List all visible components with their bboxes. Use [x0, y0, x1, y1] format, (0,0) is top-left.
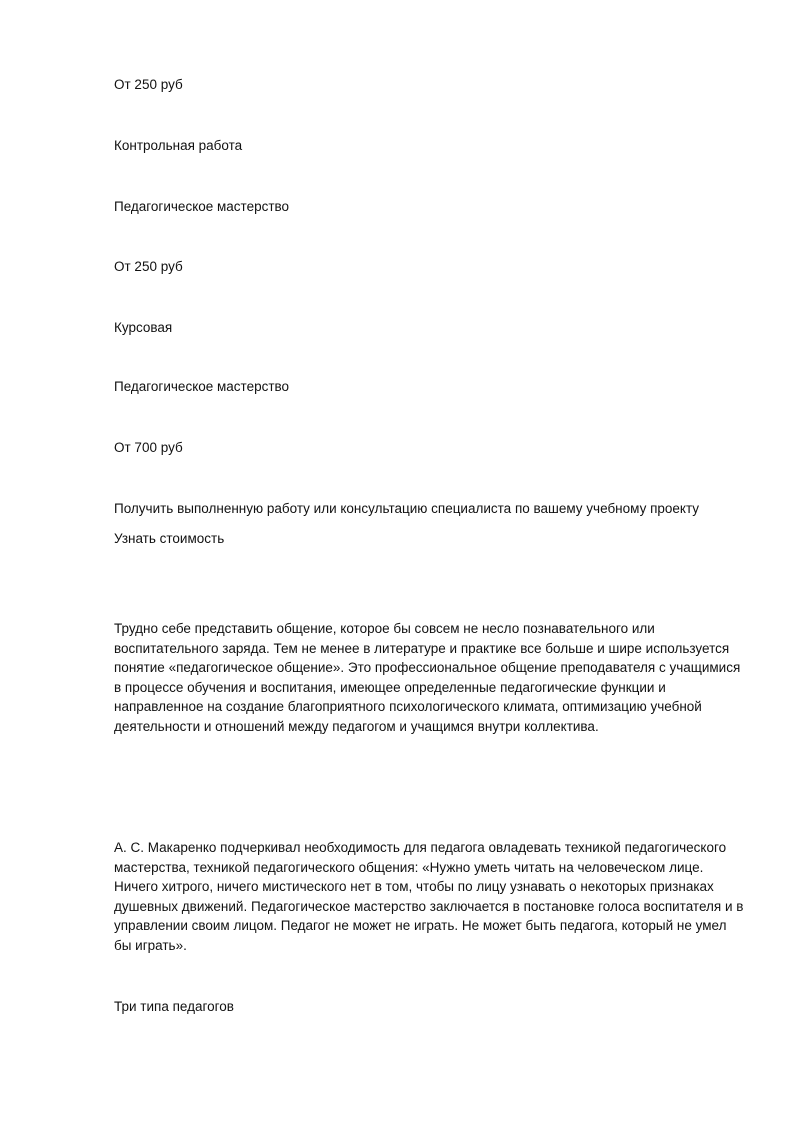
body-paragraph: Трудно себе представить общение, которое бы совсем не несло познавательного или воспитательного заряда. Тем не менее в литературе и практике все больше и шире используется понятие «педагогическое общение». Это профессиональное общение преподавателя с учащимися в процессе обучения и воспитания, имеющее определенные педагогические функции и направленное на создание благоприятного психологического климата, оптимизацию учебной деятельности и отношений между педагогом и учащимся внутри коллектива. [114, 621, 741, 734]
get-price-link[interactable]: Узнать стоимость [114, 531, 225, 546]
section-heading: Три типа педагогов [114, 999, 234, 1014]
price-text: От 250 руб [114, 77, 183, 92]
subject-text: Педагогическое мастерство [114, 199, 290, 214]
subject-text: Педагогическое мастерство [114, 379, 290, 394]
work-type-text: Контрольная работа [114, 138, 243, 153]
price-text: От 250 руб [114, 259, 183, 274]
work-type-text: Курсовая [114, 320, 173, 335]
body-paragraph: А. С. Макаренко подчеркивал необходимость для педагога овладевать техникой педагогического мастерства, техникой педагогического общения: «Нужно уметь читать на человеческом лице. Ничего хитрого, ничего мистического нет в том, чтобы по лицу узнавать о некоторых признаках душевных движений. Педагогическое мастерство заключается в постановке голоса воспитателя и в управлении своим лицом. Педагог не может не играть. Не может быть педагога, который не умел бы играть». [114, 840, 744, 953]
cta-text: Получить выполненную работу или консультацию специалиста по вашему учебному проекту [114, 501, 700, 516]
price-text: От 700 руб [114, 440, 183, 455]
